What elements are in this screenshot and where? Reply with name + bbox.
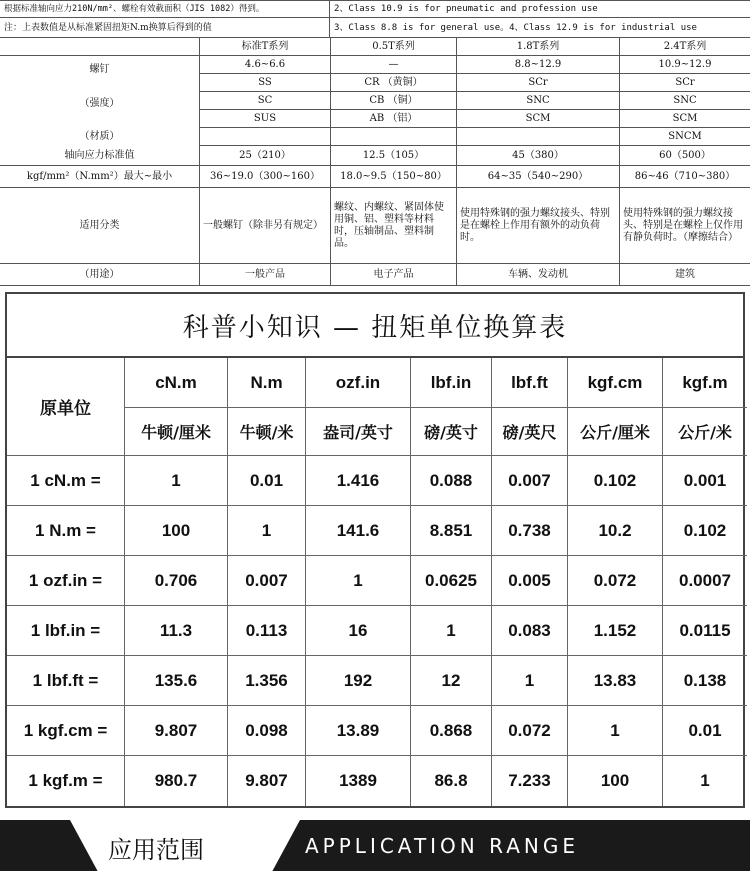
material-cell: [457, 128, 620, 145]
conversion-value-cell: 0.001: [663, 456, 747, 506]
row-label: 1 kgf.cm =: [7, 706, 125, 756]
conversion-value-cell: 0.007: [492, 456, 568, 506]
material-label: （材质）: [79, 131, 120, 142]
conversion-value-cell: 10.2: [568, 506, 663, 556]
series-header: 0.5T系列: [331, 38, 457, 55]
unit-header-cn: 磅/英寸: [411, 408, 492, 456]
axial-value: 12.5（105）: [331, 146, 457, 165]
conversion-value-cell: 1: [306, 556, 411, 606]
unit-header-cn: 公斤/厘米: [568, 408, 663, 456]
conversion-value-cell: 0.113: [228, 606, 306, 656]
conversion-value-cell: 135.6: [125, 656, 228, 706]
series-header: 标准T系列: [200, 38, 331, 55]
conversion-value-cell: 12: [411, 656, 492, 706]
unit-header-cn: 公斤/米: [663, 408, 747, 456]
unit-header: lbf.in: [411, 358, 492, 408]
material-cell: SNC: [673, 94, 697, 106]
conversion-value-cell: 1.416: [306, 456, 411, 506]
conversion-value-cell: 0.102: [568, 456, 663, 506]
conversion-value-cell: 0.088: [411, 456, 492, 506]
range-value: 86~46（710~380）: [634, 170, 736, 182]
range-value: 18.0~9.5（150~80）: [331, 166, 457, 187]
unit-header: kgf.cm: [568, 358, 663, 408]
grade-cell: 10.9~12.9: [658, 58, 712, 70]
use-label: （用途）: [0, 264, 200, 285]
apply-value: 螺纹、内螺纹、紧固体使用铜、铝、塑料等材料时，压轴制品、塑料制品。: [331, 188, 457, 263]
use-value: 电子产品: [331, 264, 457, 285]
use-value: 一般产品: [200, 264, 331, 285]
conversion-value-cell: 1: [700, 771, 710, 790]
unit-header: N.m: [228, 358, 306, 408]
row-label: 1 lbf.in =: [7, 606, 125, 656]
conversion-value-cell: 0.706: [125, 556, 228, 606]
conversion-value-cell: 1: [411, 606, 492, 656]
grade-cell: —: [331, 56, 457, 73]
unit-header: lbf.ft: [492, 358, 568, 408]
torque-grid: [7, 358, 743, 806]
material-cell: SUS: [200, 110, 331, 127]
series-header-blank: [0, 38, 200, 55]
conversion-value-cell: 0.0625: [411, 556, 492, 606]
conversion-value-cell: 0.0115: [663, 606, 747, 656]
material-cell: SNC: [457, 92, 620, 109]
conversion-value-cell: 192: [306, 656, 411, 706]
unit-header-cn: 盎司/英寸: [306, 408, 411, 456]
row-label: 1 kgf.m =: [7, 756, 125, 806]
conversion-value-cell: 0.0007: [663, 556, 747, 606]
conversion-value-cell: 1: [492, 656, 568, 706]
conversion-value-cell: 0.868: [411, 706, 492, 756]
conversion-value-cell: 13.89: [306, 706, 411, 756]
material-cell: CB （铜）: [331, 92, 457, 109]
bolt-spec-table: [0, 0, 750, 286]
conversion-value-cell: 0.098: [228, 706, 306, 756]
material-cell: [200, 128, 331, 145]
grade-cell: 4.6~6.6: [200, 56, 331, 73]
conversion-value-cell: 0.102: [663, 506, 747, 556]
apply-value: 一般螺钉（除非另有规定）: [200, 188, 331, 263]
conversion-value-cell: 0.005: [492, 556, 568, 606]
use-value: 车辆、发动机: [457, 264, 620, 285]
axial-value: 25（210）: [200, 146, 331, 165]
conversion-value-cell: 0.738: [492, 506, 568, 556]
torque-table-title: 科普小知识 — 扭矩单位换算表: [7, 294, 743, 358]
banner-title-en: APPLICATION RANGE: [305, 834, 579, 858]
conversion-value-cell: 0.072: [492, 706, 568, 756]
intro-left-text: 根据标准轴向应力210N/mm²、螺栓有效截面积（JIS 1082）得到。: [0, 1, 330, 17]
conversion-value-cell: 11.3: [125, 606, 228, 656]
conversion-value-cell: 0.138: [663, 656, 747, 706]
range-value: 64~35（540~290）: [457, 166, 620, 187]
material-cell: SCr: [457, 74, 620, 91]
use-value: 建筑: [675, 268, 695, 280]
intro-right-text: 2、Class 10.9 is for pneumatic and profession use: [334, 4, 598, 14]
torque-conversion-table: [5, 292, 745, 808]
conversion-value-cell: 9.807: [228, 756, 306, 806]
conversion-value-cell: 100: [568, 756, 663, 806]
conversion-value-cell: 7.233: [492, 756, 568, 806]
apply-label: 适用分类: [0, 188, 200, 263]
bolt-label-block: [0, 56, 200, 146]
unit-header: ozf.in: [306, 358, 411, 408]
unit-header: kgf.m: [663, 358, 747, 408]
unit-header-cn: 磅/英尺: [492, 408, 568, 456]
note-left-text: 注：上表数值是从标准紧固扭矩N.m换算后得到的值: [0, 18, 330, 37]
conversion-value-cell: 141.6: [306, 506, 411, 556]
conversion-value-cell: 980.7: [125, 756, 228, 806]
conversion-value-cell: 9.807: [125, 706, 228, 756]
apply-value: 使用特殊钢的强力螺纹接头、特别是在螺栓上作用有额外的动负荷时。: [457, 188, 620, 263]
series-header: 1.8T系列: [457, 38, 620, 55]
conversion-value-cell: 0.007: [228, 556, 306, 606]
conversion-value-cell: 13.83: [568, 656, 663, 706]
unit-header: cN.m: [125, 358, 228, 408]
series-header: 2.4T系列: [663, 40, 707, 52]
conversion-value-cell: 1.356: [228, 656, 306, 706]
row-label: 1 ozf.in =: [7, 556, 125, 606]
application-range-banner: [0, 820, 750, 871]
material-cell: SNCM: [668, 130, 702, 142]
material-cell: SC: [200, 92, 331, 109]
material-cell: CR （黄铜）: [331, 74, 457, 91]
axial-value: 45（380）: [457, 146, 620, 165]
unit-header-cn: 牛顿/米: [228, 408, 306, 456]
material-cell: SCM: [457, 110, 620, 127]
conversion-value-cell: 0.083: [492, 606, 568, 656]
conversion-value-cell: 16: [306, 606, 411, 656]
conversion-value-cell: 8.851: [411, 506, 492, 556]
conversion-value-cell: 86.8: [411, 756, 492, 806]
range-value: 36~19.0（300~160）: [200, 166, 331, 187]
grade-cell: 8.8~12.9: [457, 56, 620, 73]
banner-title-cn: 应用范围: [108, 836, 204, 864]
apply-value: 使用特殊钢的强力螺纹接头、特别是在螺栓上仅作用有静负荷时。（摩擦结合）: [623, 207, 743, 243]
conversion-value-cell: 100: [125, 506, 228, 556]
conversion-value-cell: 0.01: [228, 456, 306, 506]
conversion-value-cell: 1: [125, 456, 228, 506]
material-cell: SCr: [675, 76, 695, 88]
axial-value: 60（500）: [659, 149, 711, 161]
original-unit-header: 原单位: [7, 358, 125, 456]
conversion-value-cell: 1: [228, 506, 306, 556]
material-cell: SCM: [672, 112, 698, 124]
material-cell: [331, 128, 457, 145]
axial-label: 轴向应力标准值: [0, 146, 200, 165]
conversion-value-cell: 1389: [306, 756, 411, 806]
conversion-value-cell: 0.01: [663, 706, 747, 756]
bolt-label: 螺钉: [89, 64, 110, 75]
unit-header-cn: 牛顿/厘米: [125, 408, 228, 456]
conversion-value-cell: 1: [568, 706, 663, 756]
conversion-value-cell: 1.152: [568, 606, 663, 656]
row-label: 1 cN.m =: [7, 456, 125, 506]
strength-label: （强度）: [79, 97, 120, 109]
conversion-value-cell: 0.072: [568, 556, 663, 606]
row-label: 1 N.m =: [7, 506, 125, 556]
material-cell: SS: [200, 74, 331, 91]
row-label: 1 lbf.ft =: [7, 656, 125, 706]
range-label: kgf/mm²（N.mm²）最大~最小: [0, 166, 200, 187]
note-right-text: 3、Class 8.8 is for general use。4、Class 12.9 is for industrial use: [334, 22, 697, 33]
material-cell: AB （铝）: [331, 110, 457, 127]
